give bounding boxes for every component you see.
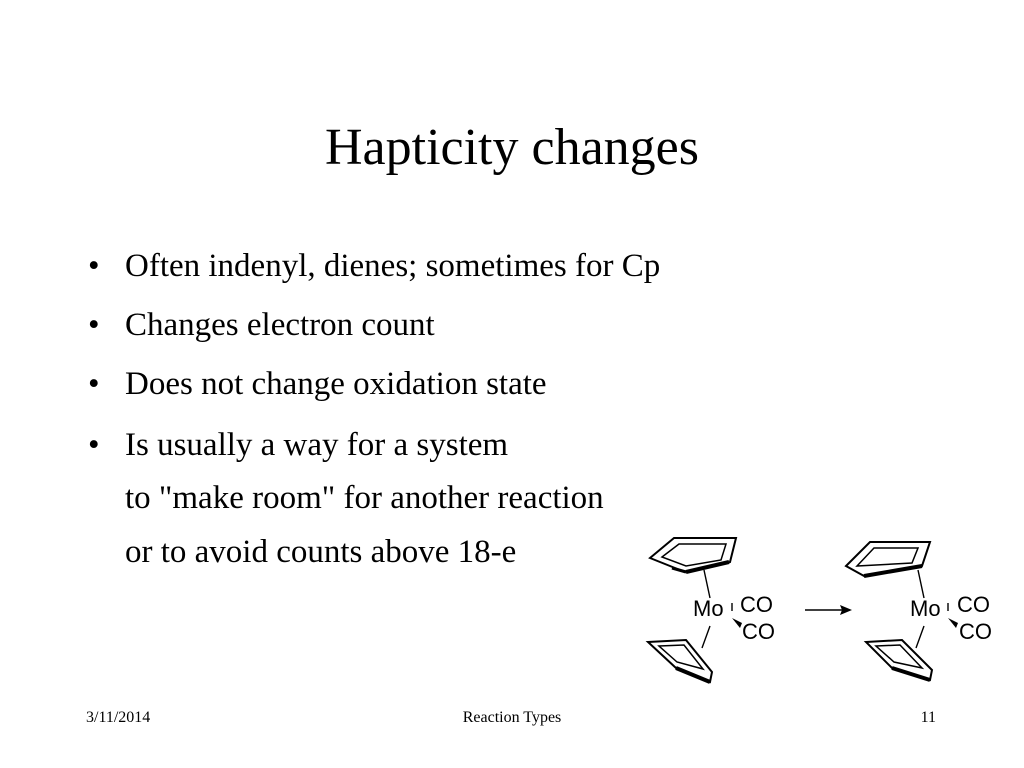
right-wedge-bond [948, 618, 958, 628]
right-complex [846, 542, 992, 680]
footer-title: Reaction Types [462, 709, 562, 726]
reaction-arrow [805, 605, 852, 615]
left-complex [648, 538, 775, 682]
right-co-bottom-label: CO [959, 619, 992, 644]
right-bottom-cp-ring [866, 640, 932, 680]
left-wedge-bond [732, 618, 742, 628]
bullet-marker: • [88, 248, 100, 284]
bullet-text: Does not change oxidation state [125, 366, 547, 402]
right-bottom-bond [916, 626, 924, 648]
right-metal-label: Mo [910, 596, 941, 621]
bullet-marker: • [88, 366, 100, 402]
left-bottom-bond [702, 626, 710, 648]
left-metal-label: Mo [693, 596, 724, 621]
bullet-continuation: to "make room" for another reaction [125, 480, 604, 516]
right-top-cp-ring [846, 542, 930, 576]
left-co-top-label: CO [740, 592, 773, 617]
right-co-top-label: CO [957, 592, 990, 617]
bullet-marker: • [88, 307, 100, 343]
bullet-marker: • [88, 427, 100, 463]
left-top-cp-ring [650, 538, 736, 572]
left-co-bottom-label: CO [742, 619, 775, 644]
bullet-text: Changes electron count [125, 307, 435, 343]
hapticity-reaction-scheme [640, 530, 1010, 690]
left-top-bond [704, 570, 710, 598]
bullet-text: Often indenyl, dienes; sometimes for Cp [125, 248, 661, 284]
right-top-bond [918, 570, 924, 598]
bullet-text: Is usually a way for a system [125, 427, 509, 463]
footer-page-number: 11 [920, 709, 936, 726]
slide-title: Hapticity changes [325, 119, 699, 176]
footer-date: 3/11/2014 [86, 709, 151, 726]
bullet-continuation: or to avoid counts above 18-e [125, 534, 517, 570]
